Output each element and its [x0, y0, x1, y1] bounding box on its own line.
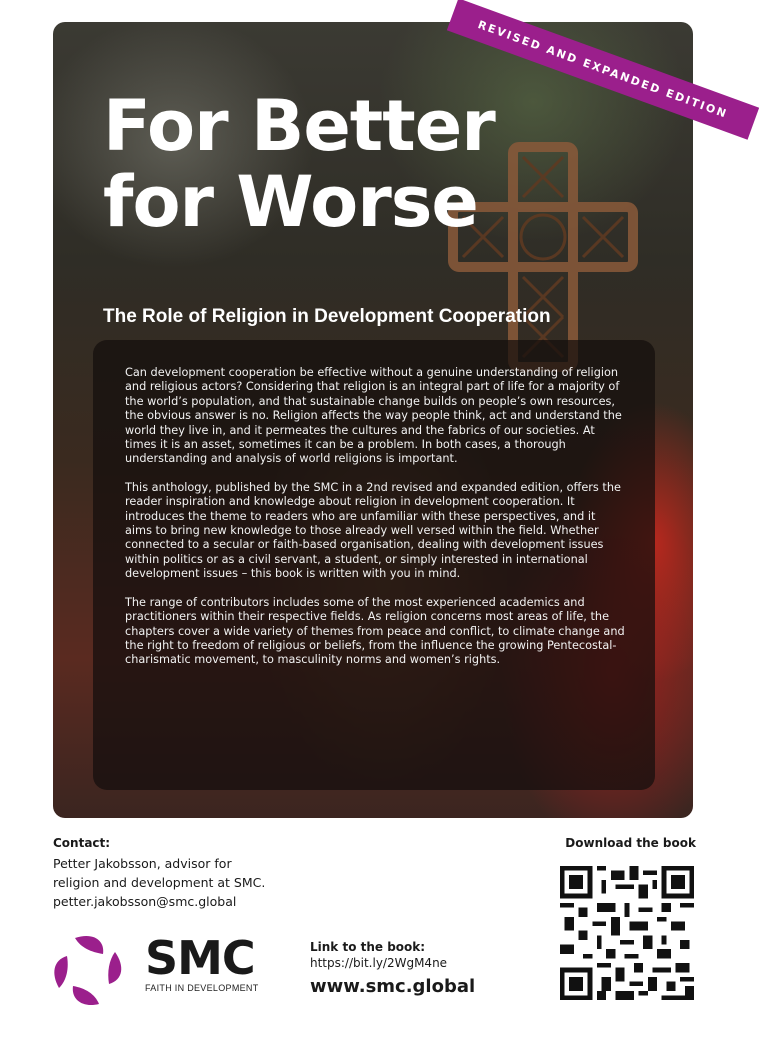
book-title-line1: For Better [103, 85, 495, 167]
contact-label: Contact: [53, 836, 111, 850]
book-title [103, 85, 663, 243]
smc-logo-text [145, 931, 259, 993]
contact-line-2: religion and development at SMC. [53, 875, 266, 890]
contact-line-1: Petter Jakobsson, advisor for [53, 856, 232, 871]
link-section [310, 940, 550, 997]
book-cover [53, 17, 730, 818]
website-link[interactable]: www.smc.global [310, 976, 476, 997]
book-title-line2: for Worse [103, 161, 478, 243]
smc-logo-name: SMC [145, 931, 255, 985]
description-paragraph-2: This anthology, published by the SMC in a 2nd revised and expanded edition, offers the reader inspiration and knowledge about religion in development cooperation. It introduces the theme to readers who are unfamiliar with these perspectives, and it aims to bring new knowledge to those already well versed within the field. Whether connected to a secular or faith-based organisation, dealing with development issues within politics or as a civil servant, a student, or simply interested in international development issues – this book is written with you in mind. [125, 480, 621, 581]
book-link[interactable]: https://bit.ly/2WgM4ne [310, 956, 448, 970]
book-subtitle: The Role of Religion in Development Cooperation [103, 306, 551, 327]
download-section [540, 836, 696, 850]
edition-banner-text: REVISED AND EXPANDED EDITION [476, 17, 730, 121]
description-paragraph-3: The range of contributors includes some of the most experienced academics and practitioners within their respective fields. As religion concerns most areas of life, the chapters cover a wide variety of themes from peace and conflict, to climate change and the right to freedom of religious or beliefs, from the influence the growing Pentecostal-charismatic movement, to masculinity norms and women’s rights. [125, 595, 625, 667]
contact-section [53, 836, 353, 911]
description-box [93, 340, 655, 790]
smc-logo-tagline: FAITH IN DEVELOPMENT [145, 983, 259, 993]
contact-email[interactable]: petter.jakobsson@smc.global [53, 894, 237, 909]
qr-code-icon[interactable] [560, 866, 694, 1000]
description-paragraph-1: Can development cooperation be effective without a genuine understanding of religion and religious actors? Considering that religion is an integral part of life for a majority of the world’s population, and that sustainable change builds on people’s own resources, the obvious answer is no. Religion affects the way people think, act and understand the world they live in, and it permeates the cultures and the fabrics of our societies. At times it is an asset, sometimes it can be a problem. In both cases, a thorough understanding and analysis of world religions is important. [125, 366, 622, 466]
link-label: Link to the book: [310, 940, 426, 954]
download-label: Download the book [565, 836, 696, 850]
